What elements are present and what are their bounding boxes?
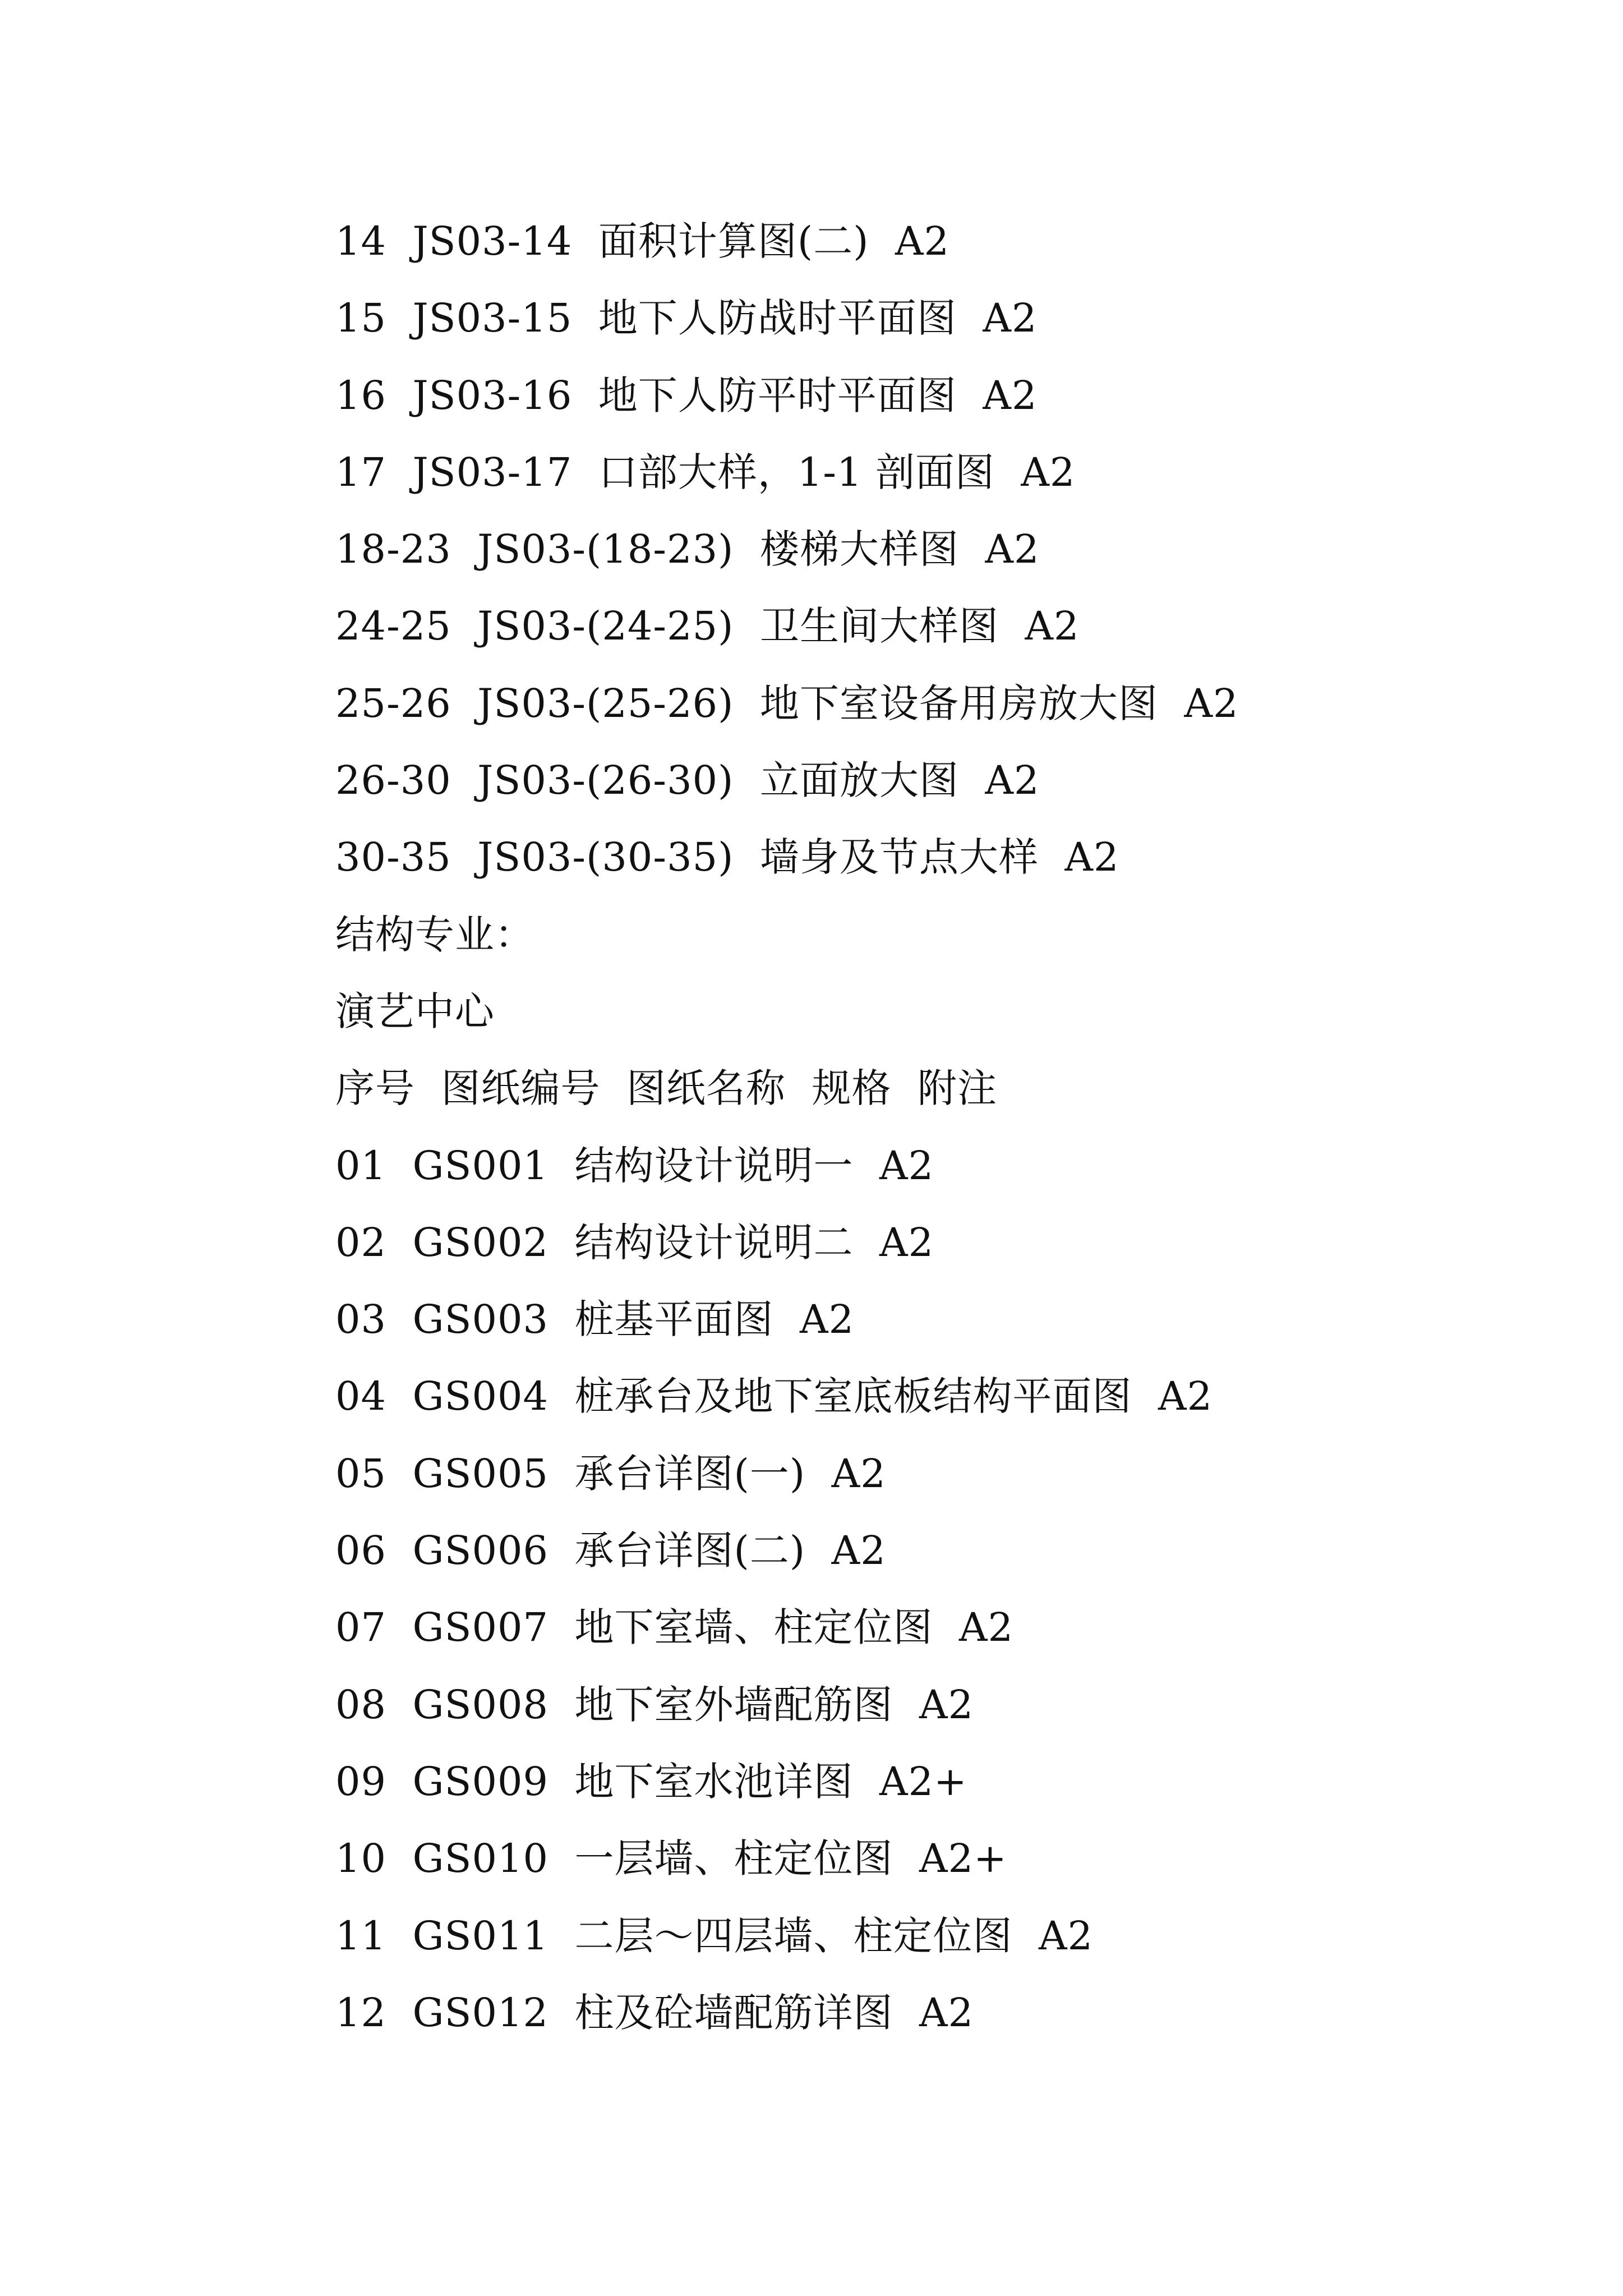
text-line: 05 GS005 承台详图(一) A2 [335, 1450, 886, 1497]
text-line: 24-25 JS03-(24-25) 卫生间大样图 A2 [335, 603, 1080, 650]
drawing-list [335, 203, 1239, 2051]
text-line: 26-30 JS03-(26-30) 立面放大图 A2 [335, 757, 1040, 804]
text-line: 08 GS008 地下室外墙配筋图 A2 [335, 1681, 974, 1728]
text-line: 09 GS009 地下室水池详图 A2+ [335, 1758, 967, 1805]
text-line: 10 GS010 一层墙、柱定位图 A2+ [335, 1835, 1007, 1882]
text-line: 03 GS003 桩基平面图 A2 [335, 1296, 855, 1343]
text-line: 06 GS006 承台详图(二) A2 [335, 1527, 886, 1574]
section-heading: 结构专业： [335, 911, 534, 958]
text-line: 17 JS03-17 口部大样，1-1 剖面图 A2 [335, 449, 1076, 495]
text-line: 15 JS03-15 地下人防战时平面图 A2 [335, 295, 1038, 342]
text-line: 01 GS001 结构设计说明一 A2 [335, 1142, 934, 1189]
text-line: 16 JS03-16 地下人防平时平面图 A2 [335, 372, 1038, 418]
text-line: 25-26 JS03-(25-26) 地下室设备用房放大图 A2 [335, 680, 1239, 726]
text-line: 11 GS011 二层～四层墙、柱定位图 A2 [335, 1912, 1094, 1959]
text-line: 04 GS004 桩承台及地下室底板结构平面图 A2 [335, 1373, 1213, 1420]
table-header: 序号 图纸编号 图纸名称 规格 附注 [335, 1065, 998, 1112]
text-line: 07 GS007 地下室墙、柱定位图 A2 [335, 1604, 1014, 1651]
text-line: 12 GS012 柱及砼墙配筋详图 A2 [335, 1989, 974, 2036]
text-line: 14 JS03-14 面积计算图(二) A2 [335, 218, 950, 264]
text-line: 18-23 JS03-(18-23) 楼梯大样图 A2 [335, 526, 1040, 573]
subsection-heading: 演艺中心 [335, 988, 495, 1034]
text-line: 02 GS002 结构设计说明二 A2 [335, 1219, 934, 1266]
text-line: 30-35 JS03-(30-35) 墙身及节点大样 A2 [335, 834, 1119, 881]
